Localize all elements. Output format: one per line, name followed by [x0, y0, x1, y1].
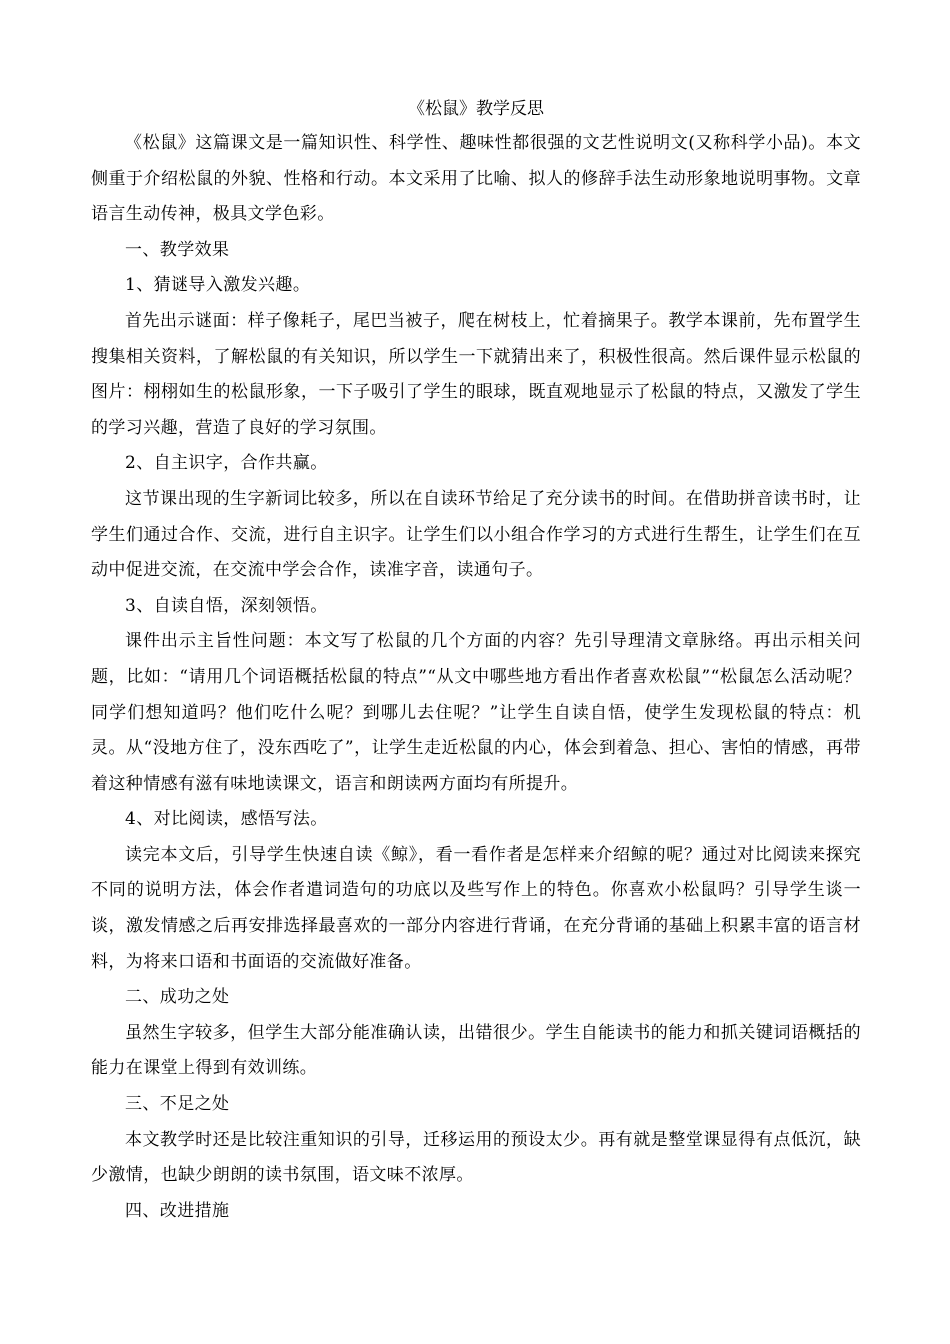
subsection-heading-3: 3、自读自悟，深刻领悟。: [125, 595, 328, 616]
subsection-heading-2: 2、自主识字，合作共赢。: [125, 453, 328, 474]
document-title: 《松鼠》教学反思: [408, 99, 544, 119]
success-paragraph: 虽然生字较多，但学生大部分能准确认读，出错很少。学生自能读书的能力和抓关键词语概括的能力在课堂上得到有效训练。: [91, 1022, 861, 1079]
shortcomings-paragraph: 本文教学时还是比较注重知识的引导，迁移运用的预设太少。再有就是整堂课显得有点低沉，缺少激情，也缺少朗朗的读书氛围，语文味不浓厚。: [91, 1129, 861, 1186]
section-heading-success: 二、成功之处: [125, 987, 230, 1008]
subsection-paragraph-2: 这节课出现的生字新词比较多，所以在自读环节给足了充分读书的时间。在借助拼音读书时，让学生们通过合作、交流，进行自主识字。让学生们以小组合作学习的方式进行生帮生，让学生们在互动中促进交流，在交流中学会合作，读准字音，读通句子。: [91, 488, 861, 581]
section-heading-shortcomings: 三、不足之处: [125, 1094, 230, 1115]
subsection-paragraph-3: 课件出示主旨性问题：本文写了松鼠的几个方面的内容？先引导理清文章脉络。再出示相关问题，比如：“请用几个词语概括松鼠的特点”“从文中哪些地方看出作者喜欢松鼠”“松鼠怎么活动呢？同学们想知道吗？他们吃什么呢？到哪儿去住呢？”让学生自读自悟，使学生发现松鼠的特点：机灵。从“没地方住了，没东西吃了”，让学生走近松鼠的内心，体会到着急、担心、害怕的情感，再带着这种情感有滋有味地读课文，语言和朗读两方面均有所提升。: [91, 631, 861, 794]
intro-paragraph: 《松鼠》这篇课文是一篇知识性、科学性、趣味性都很强的文艺性说明文(又称科学小品)。本文侧重于介绍松鼠的外貌、性格和行动。本文采用了比喻、拟人的修辞手法生动形象地说明事物。文章语言生动传神，极具文学色彩。: [91, 133, 861, 225]
document-page: [91, 92, 861, 1229]
subsection-heading-4: 4、对比阅读，感悟写法。: [125, 809, 328, 830]
subsection-paragraph-1: 首先出示谜面：样子像耗子，尾巴当被子，爬在树枝上，忙着摘果子。教学本课前，先布置学生搜集相关资料，了解松鼠的有关知识，所以学生一下就猜出来了，积极性很高。然后课件显示松鼠的图片：栩栩如生的松鼠形象，一下子吸引了学生的眼球，既直观地显示了松鼠的特点，又激发了学生的学习兴趣，营造了良好的学习氛围。: [91, 310, 861, 438]
subsection-heading-1: 1、猜谜导入激发兴趣。: [125, 275, 311, 296]
subsection-paragraph-4: 读完本文后，引导学生快速自读《鲸》，看一看作者是怎样来介绍鲸的呢？通过对比阅读来探究不同的说明方法，体会作者遣词造句的功底以及些写作上的特色。你喜欢小松鼠吗？引导学生谈一谈，激发情感之后再安排选择最喜欢的一部分内容进行背诵，在充分背诵的基础上积累丰富的语言材料，为将来口语和书面语的交流做好准备。: [91, 844, 861, 972]
section-heading-teaching-effect: 一、教学效果: [125, 239, 230, 260]
section-heading-improvements: 四、改进措施: [125, 1200, 230, 1221]
